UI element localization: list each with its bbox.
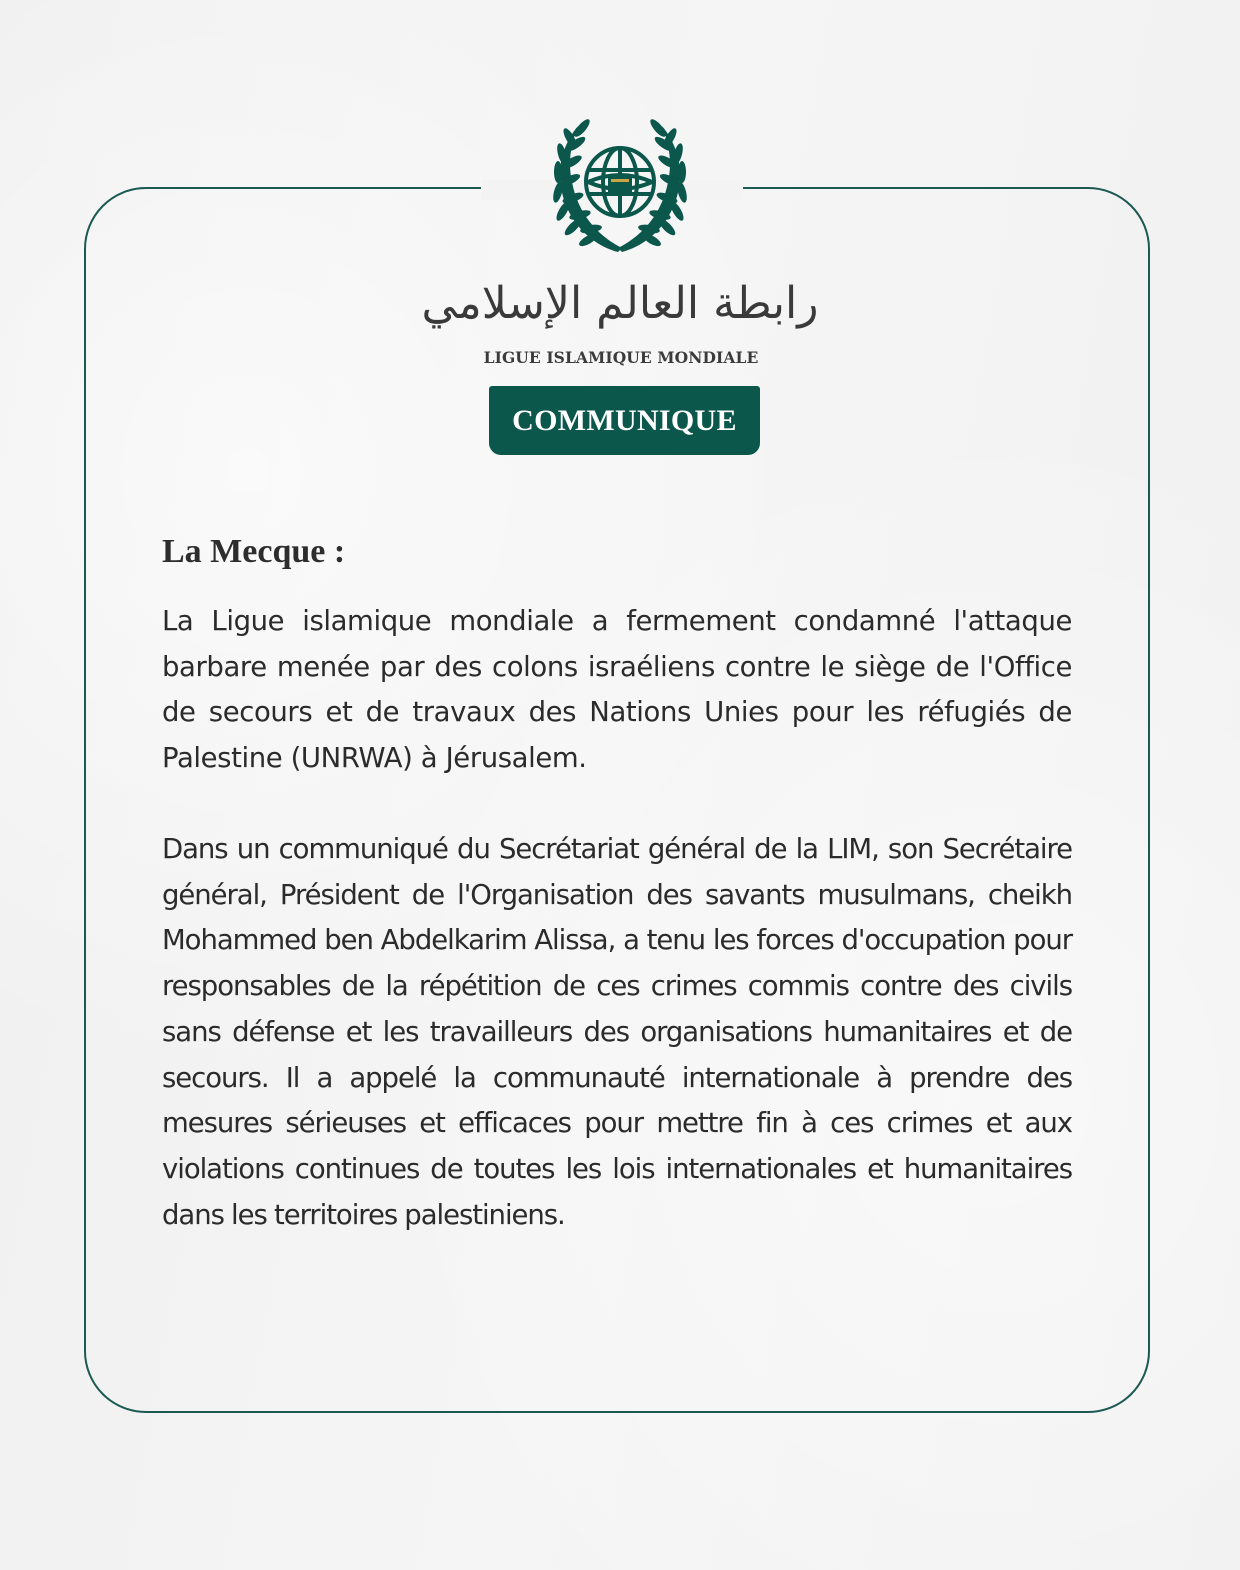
arabic-logotype: رابطة العالم الإسلامي <box>421 277 819 329</box>
dateline: La Mecque : <box>162 533 346 570</box>
kaaba-band <box>611 179 629 182</box>
organization-name: LIGUE ISLAMIQUE MONDIALE <box>483 348 759 367</box>
paragraph-2: Dans un communiqué du Secrétariat général de la LIM, son Secrétaire général, Président de l'Organisation des savants musulmans, cheikh Mohammed ben Abdelkarim Alissa, a tenu les forces d'occupation pour responsables de la répétition de ces crimes commis contre des civils sans défense et les travailleurs des organisations humanitaires et de secours. Il a appelé la communauté internationale à prendre des mesures sérieuses et efficaces pour mettre fin à ces crimes et aux violations continues de toutes les lois internationales et humanitaires dans les territoires palestiniens. <box>162 833 1072 1231</box>
globe-laurel-wreath-icon <box>548 116 692 258</box>
communique-badge: COMMUNIQUE <box>489 386 760 455</box>
paragraph-1: La Ligue islamique mondiale a fermement condamné l'attaque barbare menée par des colons israéliens contre le siège de l'Office de secours et de travaux des Nations Unies pour les réfugiés de Palestine (UNRWA) à Jérusalem. <box>162 605 1072 775</box>
